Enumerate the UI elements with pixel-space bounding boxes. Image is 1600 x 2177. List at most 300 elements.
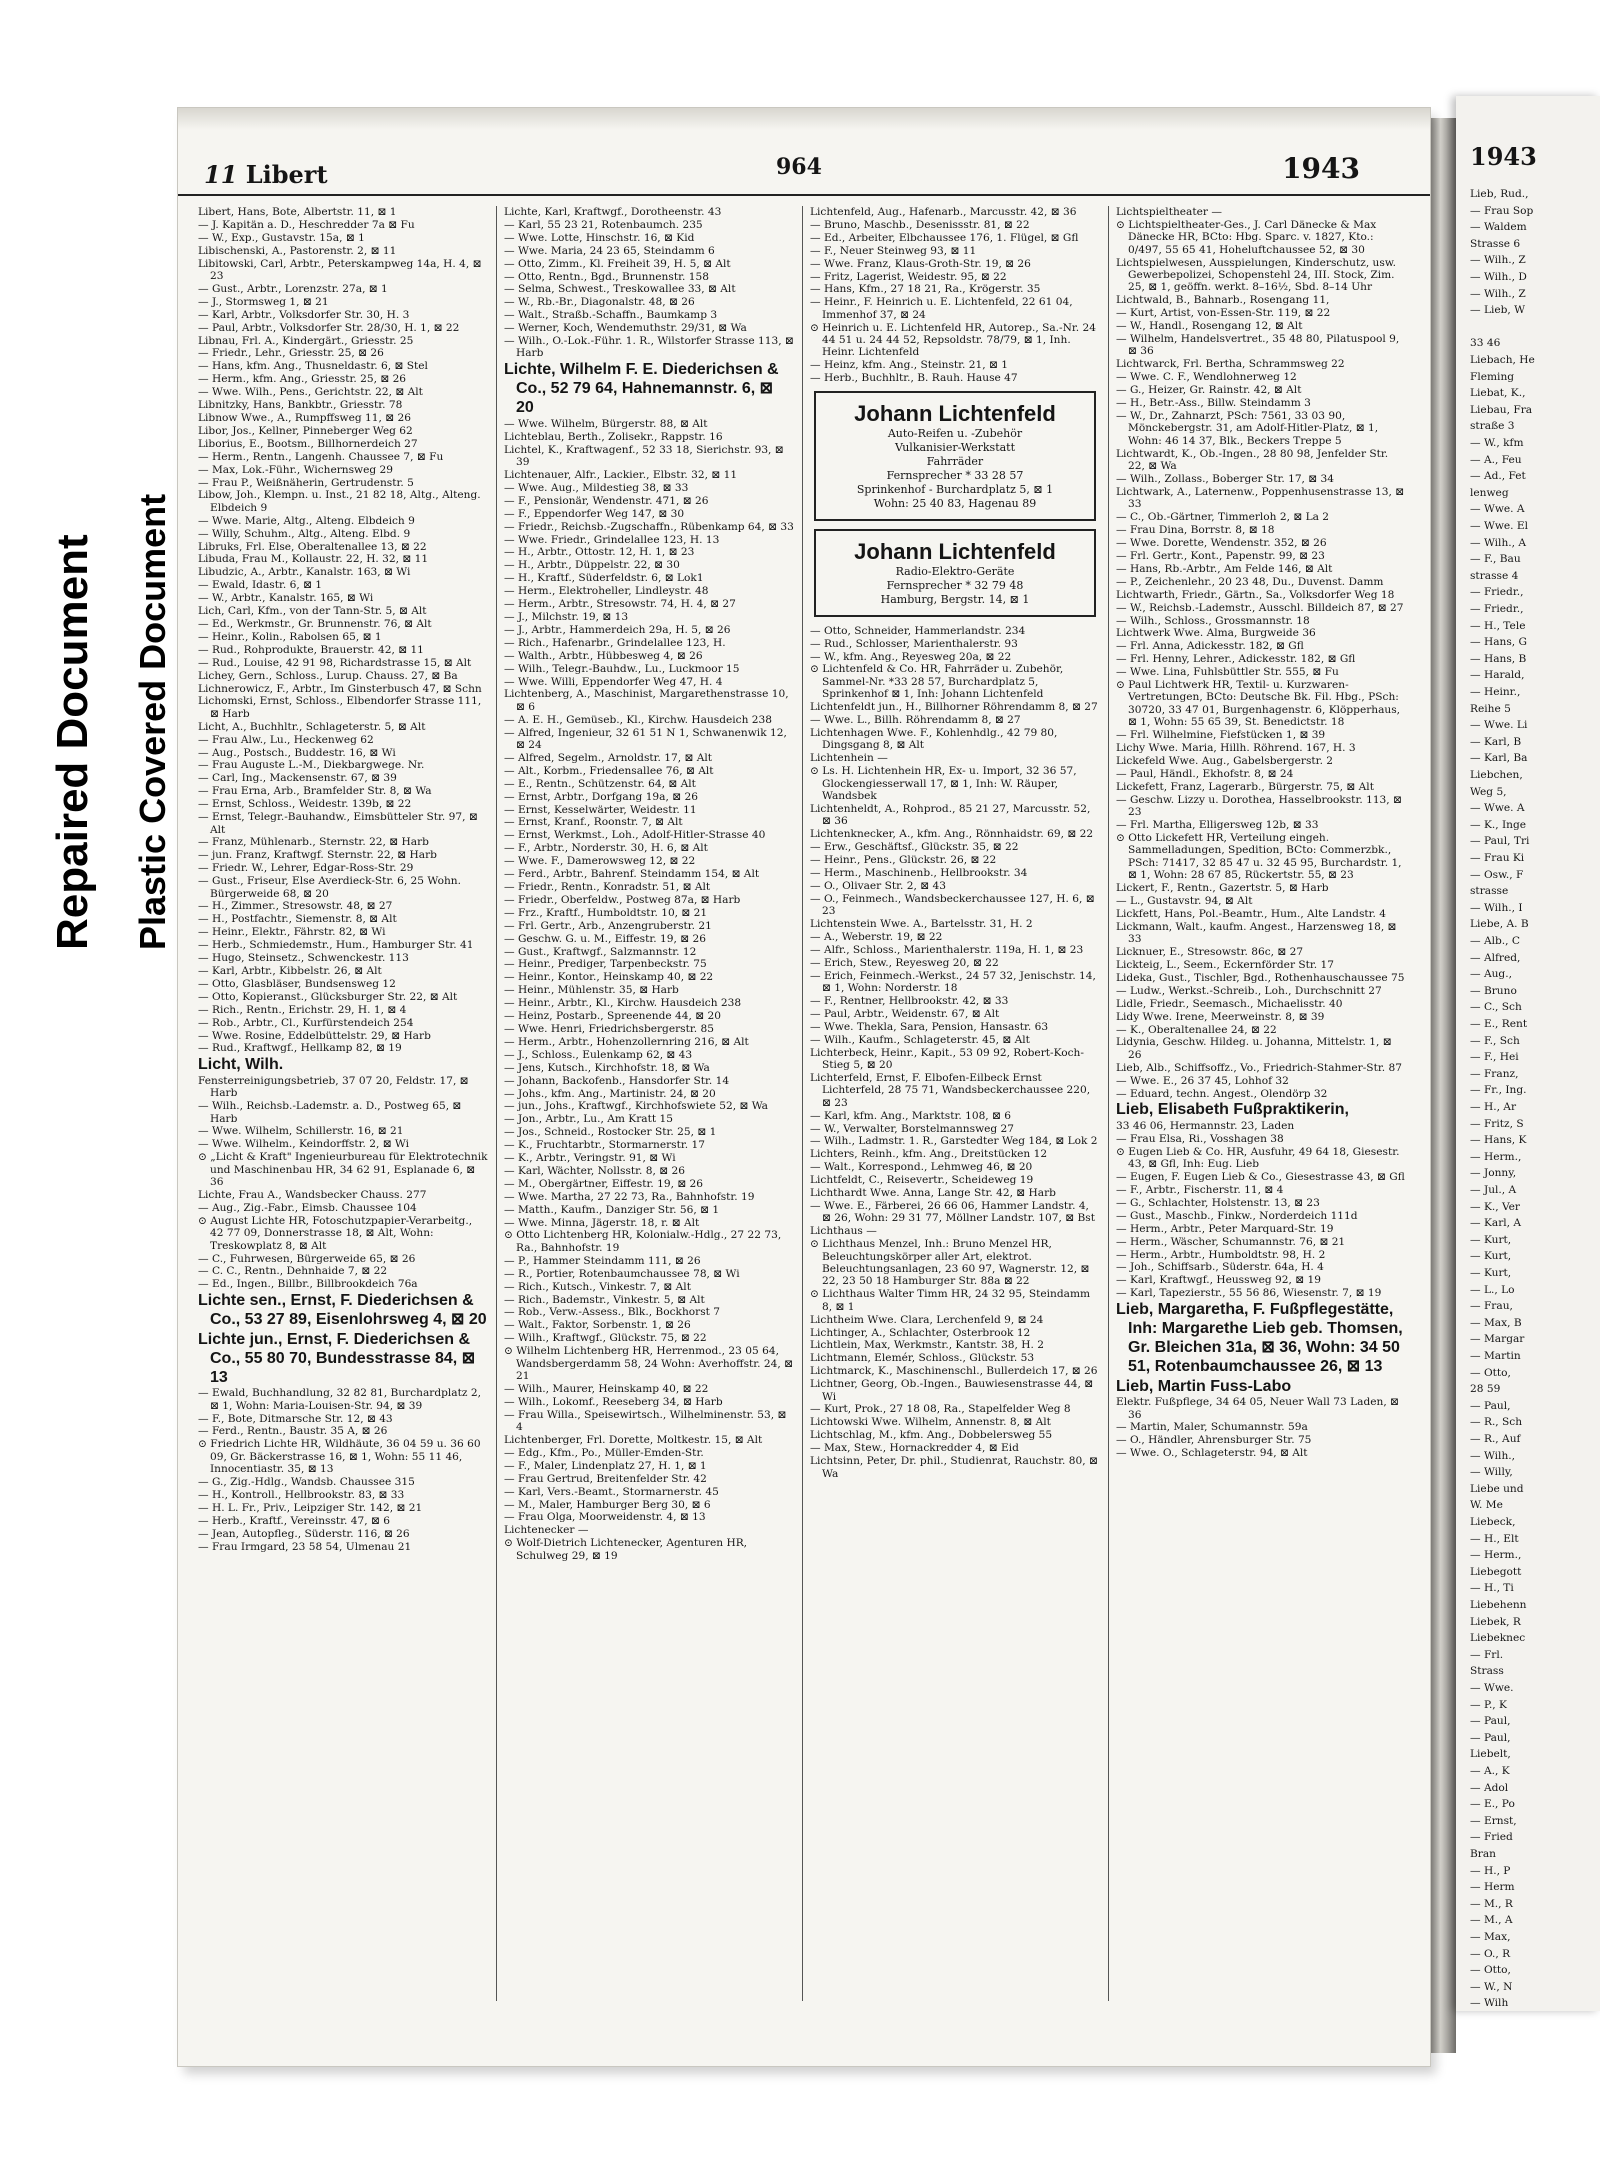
directory-entry: Lichtel, K., Kraftwagenf., 52 33 18, Sierichstr. 93, ⊠ 39 <box>504 443 784 469</box>
directory-entry: ⊙ Ls. H. Lichtenhein HR, Ex- u. Import, 32 36 57, Glockengiesserwall 17, ⊠ 1, Inh: W. Räuper, Wandsbek <box>810 765 1077 802</box>
adjacent-page-line: — Kurt, <box>1470 1233 1512 1246</box>
directory-entry: — Wilh., Zollass., Boberger Str. 17, ⊠ 34 <box>1116 473 1335 486</box>
adjacent-page-line: — W., kfm <box>1470 437 1524 449</box>
directory-entry: — Carl, Ing., Mackensenstr. 67, ⊠ 39 <box>198 772 397 785</box>
adjacent-page-line: — Waldem <box>1470 221 1527 234</box>
adjacent-page-line: Liebach, He <box>1470 354 1535 366</box>
adjacent-page-line: — Fried <box>1470 1831 1513 1844</box>
directory-entry: — Karl, kfm. Ang., Marktstr. 108, ⊠ 6 <box>810 1109 1012 1122</box>
adjacent-page-line: — R., Sch <box>1470 1416 1523 1429</box>
adjacent-page-line: Weg 5, <box>1470 785 1507 798</box>
directory-entry: — O., Olivaer Str. 2, ⊠ 43 <box>810 879 946 892</box>
adjacent-page-line: — P., K <box>1470 1698 1507 1711</box>
side-labels <box>28 430 173 990</box>
directory-entry: Lichtlein, Max, Werkmstr., Kantstr. 38, H. 2 <box>810 1339 1044 1352</box>
directory-entry: — Otto, Schneider, Hammerlandstr. 234 <box>810 624 1026 637</box>
directory-entry: Lieb, Martin Fuss-Labo <box>1116 1377 1292 1395</box>
directory-entry: — Frl. Martha, Elligersweg 12b, ⊠ 33 <box>1116 819 1319 831</box>
directory-entry: ⊙ Wilhelm Lichtenberg HR, Herrenmod., 23 05 64, Wandsbergerdamm 58, 24 Wohn: Averhoffstr. 24, ⊠ 21 <box>504 1345 793 1382</box>
directory-entry: ⊙ Friedrich Lichte HR, Wildhäute, 36 04 59 u. 36 60 09, Gr. Bäckerstrasse 16, ⊠ 1, Wohn: 55 11 46, Innocentiastr. 35, ⊠ 13 <box>198 1438 481 1476</box>
directory-entry: Lichterbeck, Heinr., Kapit., 53 09 92, Robert-Koch-Stieg 5, ⊠ 20 <box>810 1046 1084 1071</box>
directory-entry: — Johann, Backofenb., Hansdorfer Str. 14 <box>504 1074 730 1087</box>
directory-entry: — O., Händler, Ahrensburger Str. 75 <box>1116 1434 1312 1447</box>
directory-entry: — Friedr. W., Lehrer, Edgar-Ross-Str. 29 <box>198 862 414 875</box>
directory-entry: — F., Pensionär, Wendenstr. 471, ⊠ 26 <box>504 494 709 507</box>
directory-entry: — Wilh., Kaufm., Schlageterstr. 45, ⊠ Alt <box>810 1033 1030 1046</box>
directory-entry: ⊙ Wolf-Dietrich Lichtenecker, Agenturen HR, Schulweg 29, ⊠ 19 <box>504 1537 748 1562</box>
directory-entry: Lichtwardt, K., Ob.-Ingen., 28 80 98, Jenfelder Str. 22, ⊠ Wa <box>1116 447 1389 473</box>
directory-entry: — Heinr., Mühlenstr. 35, ⊠ Harb <box>504 984 679 997</box>
directory-entry: — Wwe. O., Schlageterstr. 94, ⊠ Alt <box>1116 1447 1308 1460</box>
directory-entry: ⊙ Lichthaus Walter Timm HR, 24 32 95, Steindamm 8, ⊠ 1 <box>810 1288 1091 1313</box>
directory-entry: Lichte, Frau A., Wandsbecker Chauss. 277 <box>198 1188 427 1201</box>
directory-entry: — Frl. Henny, Lehrer., Adickesstr. 182, ⊠ Gfl <box>1116 653 1356 666</box>
adjacent-page-line: strasse <box>1470 885 1509 898</box>
directory-entry: — Herm., Arbtr., Peter Marquard-Str. 19 <box>1116 1222 1334 1235</box>
directory-entry: — Frau Alw., Lu., Heckenweg 62 <box>198 733 374 746</box>
directory-entry: — Ernst, Werkmst., Loh., Adolf-Hitler-Strasse 40 <box>504 829 766 842</box>
directory-entry: 33 46 06, Hermannstr. 23, Laden <box>1116 1119 1295 1132</box>
directory-entry: — Ernst, Schloss., Weidestr. 139b, ⊠ 22 <box>198 798 412 811</box>
directory-entry: — Wilh., O.-Lok.-Führ. 1. R., Wilstorfer Strasse 113, ⊠ Harb <box>504 335 794 360</box>
directory-entry: — Rud., Louise, 42 91 98, Richardstrasse 15, ⊠ Alt <box>198 656 472 669</box>
directory-entry: — G., Schlachter, Holstenstr. 13, ⊠ 23 <box>1116 1196 1320 1209</box>
directory-entry: — H., Arbtr., Düppelstr. 22, ⊠ 30 <box>504 559 680 572</box>
directory-entry: Lichtner, Georg, Ob.-Ingen., Bauwiesenstrasse 44, ⊠ Wi <box>810 1378 1094 1403</box>
header-year: 1943 <box>1282 152 1360 185</box>
directory-entry: — Paul, Arbtr., Weidenstr. 67, ⊠ Alt <box>810 1007 1000 1020</box>
adjacent-page-line: — W., N <box>1470 1980 1513 1993</box>
column-4 <box>1116 206 1406 2001</box>
directory-entry: — Frau Gertrud, Breitenfelder Str. 42 <box>504 1472 707 1485</box>
directory-entry: Lichtowski Wwe. Wilhelm, Annenstr. 8, ⊠ Alt <box>810 1416 1051 1429</box>
directory-entry: Libischenski, A., Pastorenstr. 2, ⊠ 11 <box>198 244 397 257</box>
adjacent-page-line: Lieb, Rud., <box>1470 188 1529 200</box>
directory-entry: — Ernst, Telegr.-Bauhandw., Eimsbütteler Str. 97, ⊠ Alt <box>198 811 478 836</box>
adjacent-page-line: — Alfred, <box>1470 951 1521 964</box>
adjacent-page-line: — Wilh., Z <box>1470 287 1526 300</box>
directory-entry: — jun., Johs., Kraftwgf., Kirchhofswiete 52, ⊠ Wa <box>504 1100 768 1113</box>
directory-entry: — Wwe. L., Billh. Röhrendamm 8, ⊠ 27 <box>810 714 1021 727</box>
ad-line: Fahrräder <box>926 454 984 468</box>
directory-entry: — Eduard, techn. Angest., Olendörp 32 <box>1116 1087 1328 1100</box>
directory-entry: Libert, Hans, Bote, Albertstr. 11, ⊠ 1 <box>198 206 397 218</box>
directory-entry: — Alfred, Ingenieur, 32 61 51 N 1, Schwanenwik 12, ⊠ 24 <box>504 726 787 752</box>
header-name: Libert <box>245 160 328 189</box>
directory-entry: — L., Gustavstr. 94, ⊠ Alt <box>1116 894 1253 907</box>
directory-entry: Libow, Joh., Klempn. u. Inst., 21 82 18, Altg., Alteng. Elbdeich 9 <box>198 489 481 514</box>
adjacent-page-line: — Frau, <box>1470 1300 1513 1313</box>
directory-entry: — Jon., Arbtr., Lu., Am Kratt 15 <box>504 1113 673 1126</box>
directory-entry: — F., Eppendorfer Weg 147, ⊠ 30 <box>504 507 685 520</box>
directory-entry: — Alfred, Segelm., Arnoldstr. 17, ⊠ Alt <box>504 751 713 764</box>
directory-entry: — O., Feinmech., Wandsbeckerchaussee 127, H. 6, ⊠ 23 <box>810 892 1095 918</box>
directory-entry: Lichtenstein Wwe. A., Bartelsstr. 31, H. 2 <box>810 918 1033 931</box>
adjacent-page-line: — Paul, <box>1470 1715 1511 1728</box>
ad-line: Fernsprecher * 32 79 48 <box>886 578 1024 592</box>
column-1 <box>198 206 488 2001</box>
adjacent-page-line: Liebat, K., <box>1470 387 1526 400</box>
directory-entry: — Friedr., Rentn., Konradstr. 51, ⊠ Alt <box>504 881 711 893</box>
directory-entry: — Herm., Arbtr., Stresowstr. 74, H. 4, ⊠ 27 <box>504 598 736 611</box>
directory-entry: Lichtenhagen Wwe. F., Kohlenhdlg., 42 79 80, Dingsgang 8, ⊠ Alt <box>810 726 1058 752</box>
directory-entry: — Herb., Kraftf., Vereinsstr. 47, ⊠ 6 <box>198 1514 390 1527</box>
directory-entry: — Ed., Ingen., Billbr., Billbrookdeich 76a <box>198 1278 418 1291</box>
directory-entry: Lichey, Gern., Schloss., Lurup. Chauss. 27, ⊠ Ba <box>198 669 458 682</box>
directory-entry: — Herm., Elektroheller, Lindleystr. 48 <box>504 585 709 598</box>
adjacent-page-line: — Karl, Ba <box>1470 752 1528 765</box>
column-3 <box>810 206 1100 2001</box>
directory-entry: — Alt., Korbm., Friedensallee 76, ⊠ Alt <box>504 764 714 777</box>
directory-entry: — K., Fruchtarbtr., Stormarnerstr. 17 <box>504 1139 705 1152</box>
directory-entry: Lieb, Margaretha, F. Fußpflegestätte, Inh: Margarethe Lieb geb. Thomsen, Gr. Bleichen 31a, ⊠ 36, Wohn: 34 50 51, Rotenbaumchaussee 26, ⊠ 13 <box>1116 1301 1403 1376</box>
directory-entry: — Wwe. Wilh., Pens., Gerichtstr. 22, ⊠ Alt <box>198 386 423 399</box>
directory-entry: — F., Arbtr., Norderstr. 30, H. 6, ⊠ Alt <box>504 842 708 855</box>
adjacent-page-line: — F., Bau <box>1470 553 1521 566</box>
directory-entry: — Herm., Arbtr., Humboldtstr. 98, H. 2 <box>1116 1248 1326 1261</box>
adjacent-page-line: — Herm., <box>1470 1150 1522 1163</box>
directory-entry: — Ewald, Idastr. 6, ⊠ 1 <box>198 579 323 592</box>
adjacent-page-line: Strasse 6 <box>1470 237 1521 250</box>
directory-entry: — Wwe. Franz, Klaus-Groth-Str. 19, ⊠ 26 <box>810 257 1031 270</box>
directory-entry: — Otto, Rentn., Bgd., Brunnenstr. 158 <box>504 270 709 283</box>
directory-entry: — Wilh., Schloss., Grossmannstr. 18 <box>1116 614 1310 627</box>
adjacent-page-line: — Adol <box>1470 1781 1509 1794</box>
directory-entry: — H. L. Fr., Priv., Leipziger Str. 142, ⊠ 21 <box>198 1501 423 1514</box>
directory-entry: Lidle, Friedr., Seemasch., Michaelisstr. 40 <box>1116 997 1343 1010</box>
adjacent-page-line: — Harald, <box>1470 669 1525 682</box>
directory-entry: — Wwe. Willi, Eppendorfer Weg 47, H. 4 <box>504 675 723 688</box>
directory-entry: — Max, Stew., Hornackredder 4, ⊠ Eid <box>810 1442 1019 1455</box>
directory-entry: — Ed., Arbeiter, Elbchaussee 176, 1. Flügel, ⊠ Gfl <box>810 231 1079 244</box>
adjacent-page-line: — Karl, B <box>1470 735 1522 748</box>
directory-entry: — Ludw., Werkst.-Schreib., Loh., Durchschnitt 27 <box>1116 984 1382 997</box>
ad-line: Auto-Reifen u. -Zubehör <box>887 426 1023 440</box>
directory-entry: — Selma, Schwest., Treskowallee 33, ⊠ Alt <box>504 283 736 296</box>
directory-entry: Lichtschlag, M., kfm. Ang., Dobbelersweg 55 <box>810 1429 1053 1442</box>
adjacent-page-line: — Kurt, <box>1470 1250 1512 1263</box>
directory-entry: — J., Arbtr., Hammerdeich 29a, H. 5, ⊠ 26 <box>504 623 731 636</box>
directory-entry: — Frau P., Weißnäherin, Gertrudenstr. 5 <box>198 476 414 489</box>
directory-entry: — Johs., kfm. Ang., Martinistr. 24, ⊠ 20 <box>504 1087 716 1100</box>
adjacent-page-line: — H., P <box>1470 1864 1511 1877</box>
adjacent-page-line: — A., K <box>1470 1765 1510 1777</box>
adjacent-page-line: — H., Ar <box>1470 1101 1517 1113</box>
directory-entry: Lichtenberg, A., Maschinist, Margarethenstrasse 10, ⊠ 6 <box>504 688 789 713</box>
directory-entry: — A. E. H., Gemüseb., Kl., Kirchw. Hausdeich 238 <box>504 713 773 726</box>
directory-entry: ⊙ „Licht & Kraft" Ingenieurbureau für Elektrotechnik und Maschinenbau HR, 34 62 91, Esplanade 6, ⊠ 36 <box>198 1151 488 1189</box>
page-top-edge <box>178 108 1430 130</box>
directory-entry: — Frl. Gertr., Kont., Papenstr. 99, ⊠ 23 <box>1116 549 1325 562</box>
directory-entry: Lideka, Gust., Tischler, Bgd., Rothenhauschaussee 75 <box>1116 971 1405 984</box>
directory-entry: — Wwe. Lina, Fuhlsbüttler Str. 555, ⊠ Fu <box>1116 666 1339 679</box>
directory-entry: ⊙ Otto Lickefett HR, Verteilung eingeh. Sammelladungen, Spedition, BCto: Commerzbk., PSch: 71417, 32 85 47 u. 32 45 95, Burchardstr. 1, ⊠ 1, Wohn: 28 67 85, Rückertstr. 55, ⊠ 23 <box>1116 831 1402 882</box>
directory-entry: — Walt., Faktor, Sorbenstr. 1, ⊠ 26 <box>504 1319 691 1332</box>
directory-entry: Lichte jun., Ernst, F. Diederichsen & Co., 55 80 70, Bundesstrasse 84, ⊠ 13 <box>198 1330 476 1386</box>
directory-entry: — Frau Dina, Borrstr. 8, ⊠ 18 <box>1116 524 1275 537</box>
directory-entry: — Wwe. Wilhelm., Keindorffstr. 2, ⊠ Wi <box>198 1138 410 1151</box>
directory-entry: — Wilh., Kraftwgf., Glückstr. 75, ⊠ 22 <box>504 1332 707 1345</box>
adjacent-page-line: — Paul, Tri <box>1470 835 1530 848</box>
adjacent-page-line: Reihe 5 <box>1470 702 1511 715</box>
directory-entry: — Wwe. Henri, Friedrichsbergerstr. 85 <box>504 1022 714 1035</box>
ad-line: Radio-Elektro-Geräte <box>895 564 1015 578</box>
ad-title: Johann Lichtenfeld <box>854 400 1056 426</box>
directory-entry: Lichthardt Wwe. Anna, Lange Str. 42, ⊠ Harb <box>810 1187 1056 1200</box>
header-guide <box>204 160 328 189</box>
adjacent-page-line: — Otto, <box>1470 1964 1511 1977</box>
directory-entry: Lichnerowicz, F., Arbtr., Im Ginsterbusch 47, ⊠ Schn <box>198 682 482 695</box>
directory-entry: — Herm., Rentn., Langenh. Chaussee 7, ⊠ Fu <box>198 450 444 463</box>
directory-entry: Lichomski, Ernst, Schloss., Elbendorfer Strasse 111, ⊠ Harb <box>198 695 482 720</box>
directory-entry: — Otto, Glasbläser, Bundsensweg 12 <box>198 977 396 990</box>
adjacent-page-line: Liebau, Fra <box>1470 403 1533 416</box>
directory-entry: — Rich., Kutsch., Vinkestr. 7, ⊠ Alt <box>504 1280 691 1293</box>
directory-entry: ⊙ Lichthaus Menzel, Inh.: Bruno Menzel HR, Beleuchtungskörper aller Art, elektrot. Beleuchtungsanlagen, 23 60 97, Wagnerstr. 12, ⊠ 22, 23 50 18 Hamburger Str. 88a ⊠ 22 <box>810 1238 1090 1288</box>
directory-entry: — Wwe. F., Damerowsweg 12, ⊠ 22 <box>504 855 696 868</box>
directory-entry: Lichteblau, Berth., Zolisekr., Rappstr. 16 <box>504 430 723 443</box>
directory-entry: — Kurt, Artist, von-Essen-Str. 119, ⊠ 22 <box>1116 307 1331 320</box>
directory-entry: — Karl, Wächter, Nollsstr. 8, ⊠ 26 <box>504 1164 685 1177</box>
directory-entry: — J., Stormsweg 1, ⊠ 21 <box>198 295 329 308</box>
adjacent-page-line: — Hans, K <box>1470 1134 1527 1147</box>
directory-entry: — Herm., kfm. Ang., Griesstr. 25, ⊠ 26 <box>198 373 407 386</box>
directory-entry: — Aug., Postsch., Buddestr. 16, ⊠ Wi <box>198 746 396 759</box>
directory-page <box>178 108 1430 2066</box>
directory-entry: — Jens, Kutsch., Kirchhofstr. 18, ⊠ Wa <box>504 1061 710 1074</box>
directory-entry: — Rud., Kraftwgf., Hellkamp 82, ⊠ 19 <box>198 1042 402 1055</box>
directory-entry: — W., kfm. Ang., Reyesweg 20a, ⊠ 22 <box>810 650 1012 663</box>
directory-columns <box>198 206 1410 2006</box>
directory-entry: Lichtwarck, Frl. Bertha, Schrammsweg 22 <box>1116 358 1345 371</box>
adjacent-page-line: — Willy, <box>1470 1466 1513 1479</box>
adjacent-page-line: — M., R <box>1470 1897 1513 1910</box>
directory-entry: — J., Milchstr. 19, ⊠ 13 <box>504 610 629 623</box>
directory-entry: — Frl. Anna, Adickesstr. 182, ⊠ Gfl <box>1116 640 1304 653</box>
adjacent-page-line: straße 3 <box>1470 420 1515 433</box>
directory-entry: — C., Ob.-Gärtner, Timmerloh 2, ⊠ La 2 <box>1116 511 1330 524</box>
adjacent-page-line: Liebehenn <box>1470 1599 1527 1611</box>
directory-entry: — Wilhelm, Handelsvertret., 35 48 80, Pilatuspool 9, ⊠ 36 <box>1116 333 1400 358</box>
directory-entry: Lichtenberger, Frl. Dorette, Moltkestr. 15, ⊠ Alt <box>504 1433 763 1446</box>
directory-entry: — Rud., Schlosser, Marienthalerstr. 93 <box>810 637 1018 650</box>
adjacent-page-line: — F., Hei <box>1470 1051 1519 1064</box>
adjacent-page-line: — Lieb, W <box>1470 304 1526 317</box>
directory-entry: — Friedr., Oberfeldw., Postweg 87a, ⊠ Harb <box>504 893 741 906</box>
directory-entry: Lichtinger, A., Schlachter, Osterbrook 12 <box>810 1326 1031 1339</box>
adjacent-page-line: — Franz, <box>1470 1067 1519 1080</box>
directory-entry: — F., Maler, Lindenplatz 27, H. 1, ⊠ 1 <box>504 1459 707 1472</box>
adjacent-page-line: — Karl, A <box>1470 1217 1522 1230</box>
directory-entry: — Paul, Händl., Ekhofstr. 8, ⊠ 24 <box>1116 767 1294 780</box>
directory-entry: — Wwe. Lotte, Hinschstr. 16, ⊠ Kid <box>504 231 695 244</box>
directory-entry: — Heinr., Pens., Glückstr. 26, ⊠ 22 <box>810 854 997 866</box>
directory-entry: Fensterreinigungsbetrieb, 37 07 20, Feldstr. 17, ⊠ Harb <box>198 1074 469 1100</box>
directory-entry: — F., Neuer Steinweg 93, ⊠ 11 <box>810 244 977 257</box>
directory-entry: — Ernst, Kesselwärter, Weidestr. 11 <box>504 803 697 816</box>
adjacent-page-line: — Kurt, <box>1470 1267 1512 1279</box>
directory-entry: — Otto, Zimm., Kl. Freiheit 39, H. 5, ⊠ Alt <box>504 257 731 270</box>
directory-entry: — F., Bote, Ditmarsche Str. 12, ⊠ 43 <box>198 1412 393 1425</box>
adjacent-page-line: — K., Inge <box>1470 818 1527 831</box>
directory-entry: — Otto, Kopieranst., Glücksburger Str. 22, ⊠ Alt <box>198 990 458 1003</box>
directory-entry: Lichte, Karl, Kraftwgf., Dorotheenstr. 43 <box>504 206 722 218</box>
directory-entry: Licknuer, E., Stresowstr. 86c, ⊠ 27 <box>1116 946 1304 959</box>
directory-entry: ⊙ Eugen Lieb & Co. HR, Ausfuhr, 49 64 18, Giesestr. 43, ⊠ Gfl, Inh: Eug. Lieb <box>1116 1145 1400 1171</box>
directory-entry: Lichtmann, Elemér, Schloss., Glückstr. 53 <box>810 1352 1035 1365</box>
directory-entry: Lickmann, Walt., kaufm. Angest., Harzensweg 18, ⊠ 33 <box>1116 920 1397 946</box>
directory-entry: — Hans, Kfm., 27 18 21, Ra., Krögerstr. 35 <box>810 283 1041 296</box>
directory-entry: — Frl. Wilhelmine, Fiefstücken 1, ⊠ 39 <box>1116 729 1326 742</box>
directory-entry: — C. C., Rentn., Dehnhaide 7, ⊠ 22 <box>198 1265 388 1278</box>
adjacent-page-line: Liebe, A. B <box>1470 918 1529 931</box>
directory-entry: — Heinr., Arbtr., Kl., Kirchw. Hausdeich 238 <box>504 997 742 1010</box>
directory-entry: Lichtwald, B., Bahnarb., Rosengang 11, <box>1116 294 1330 307</box>
directory-entry: — Hugo, Steinsetz., Schwenckestr. 113 <box>198 952 409 965</box>
directory-entry: — R., Portier, Rotenbaumchaussee 78, ⊠ Wi <box>504 1267 740 1280</box>
directory-entry: — Frz., Kraftf., Humboldtstr. 10, ⊠ 21 <box>504 906 708 919</box>
directory-entry: — G., Zig.-Hdlg., Wandsb. Chaussee 315 <box>198 1476 415 1489</box>
directory-entry: — P., Zeichenlehr., 20 23 48, Du., Duvenst. Damm <box>1116 575 1384 588</box>
directory-entry: — K., Arbtr., Veringstr. 91, ⊠ Wi <box>504 1152 676 1165</box>
adjacent-page-line: — R., Auf <box>1470 1433 1521 1445</box>
ad-line: Vulkanisier-Werkstatt <box>894 440 1016 454</box>
repaired-document-label: Repaired Document <box>48 534 97 950</box>
directory-entry: — H., Kraftf., Süderfeldstr. 6, ⊠ Lok1 <box>504 572 704 585</box>
directory-entry: Lichtspieltheater — <box>1116 206 1222 218</box>
directory-entry: Licht, A., Buchhltr., Schlageterstr. 5, ⊠ Alt <box>198 720 426 733</box>
adjacent-page-line: — E., Po <box>1470 1798 1515 1811</box>
directory-entry: — Rob., Verw.-Assess., Blk., Bockhorst 7 <box>504 1306 721 1319</box>
directory-entry: ⊙ Otto Lichtenberg HR, Kolonialw.-Hdlg., 27 22 73, Ra., Bahnhofstr. 19 <box>504 1229 782 1254</box>
directory-entry: Lichte sen., Ernst, F. Diederichsen & Co., 53 27 89, Eisenlohrsweg 4, ⊠ 20 <box>198 1292 487 1329</box>
directory-entry: — W., Handl., Rosengang 12, ⊠ Alt <box>1116 320 1303 333</box>
directory-entry: Lichtenheldt, A., Rohprod., 85 21 27, Marcusstr. 52, ⊠ 36 <box>810 802 1091 828</box>
adjacent-page-line: — L., Lo <box>1470 1283 1515 1296</box>
adjacent-page-line: — Wwe. El <box>1470 520 1529 532</box>
adjacent-page-line: — Wilh., <box>1470 1449 1515 1462</box>
directory-entry: — M., Maler, Hamburger Berg 30, ⊠ 6 <box>504 1498 711 1511</box>
directory-entry: Lichtwerk Wwe. Alma, Burgweide 36 <box>1116 627 1316 640</box>
directory-entry: Lichtspielwesen, Ausspielungen, Kinderschutz, usw. Gewerbepolizei, Schopenstehl 24, III. Stock, Zim. 25, ⊠ 1, geöffn. werkt. 8–16½, Sbd. 8–14 Uhr <box>1116 256 1396 294</box>
directory-entry: — Geschw. Lizzy u. Dorothea, Hasselbrookstr. 113, ⊠ 23 <box>1116 793 1402 819</box>
directory-entry: — H., Betr.-Ass., Billw. Steindamm 3 <box>1116 397 1311 410</box>
adjacent-page-line: — Wilh., A <box>1470 536 1527 549</box>
directory-entry: Lickefett, Franz, Lagerarb., Bürgerstr. 75, ⊠ Alt <box>1116 780 1374 793</box>
directory-entry: Libitowski, Carl, Arbtr., Peterskampweg 14a, H. 4, ⊠ 23 <box>198 257 482 283</box>
directory-entry: — Erich, Stew., Reyesweg 20, ⊠ 22 <box>810 956 999 969</box>
adjacent-page-line: — Martin <box>1470 1350 1521 1362</box>
directory-entry: — Gust., Kraftwgf., Salzmannstr. 12 <box>504 945 697 958</box>
directory-entry: — Karl, 55 23 21, Rotenbaumch. 235 <box>504 218 703 231</box>
directory-entry: — H., Kontroll., Hellbrookstr. 83, ⊠ 33 <box>198 1488 405 1501</box>
adjacent-page-line: Liebelt, <box>1470 1748 1511 1761</box>
adjacent-page-line: — Alb., C <box>1470 935 1520 947</box>
directory-entry: — W., Reichsb.-Lademstr., Ausschl. Billdeich 87, ⊠ 27 <box>1116 601 1404 614</box>
adjacent-page-line: — Wwe. Li <box>1470 719 1528 732</box>
directory-entry: — Gust., Arbtr., Lorenzstr. 27a, ⊠ 1 <box>198 282 388 295</box>
directory-entry: — Heinr., Kontor., Heinskamp 40, ⊠ 22 <box>504 971 714 984</box>
directory-entry: — Herm., Maschinenb., Hellbrookstr. 34 <box>810 866 1028 879</box>
directory-entry: — Joh., Schiffsarb., Süderstr. 64a, H. 4 <box>1116 1261 1324 1274</box>
directory-entry: — Ernst, Arbtr., Dorfgang 19a, ⊠ 26 <box>504 790 698 803</box>
directory-entry: — Wwe. Thekla, Sara, Pension, Hansastr. 63 <box>810 1020 1049 1033</box>
directory-entry: — J., Schloss., Eulenkamp 62, ⊠ 43 <box>504 1048 693 1061</box>
adjacent-page-line: — Max, B <box>1470 1316 1522 1329</box>
directory-entry: Lichtenfeldt jun., H., Billhorner Röhrendamm 8, ⊠ 27 <box>810 701 1098 714</box>
directory-entry: — Wilh., Telegr.-Bauhdw., Lu., Luckmoor 15 <box>504 662 740 675</box>
directory-entry: — Wwe. Friedr., Grindelallee 123, H. 13 <box>504 533 720 546</box>
directory-entry: Lickefeld Wwe. Aug., Gabelsbergerstr. 2 <box>1116 754 1334 767</box>
directory-entry: — Heinr., Elektr., Fährstr. 82, ⊠ Wi <box>198 926 386 939</box>
adjacent-page-line: — Fr., Ing. <box>1470 1084 1527 1097</box>
directory-entry: — Frau Erna, Arb., Bramfelder Str. 8, ⊠ Wa <box>198 785 432 798</box>
directory-entry: — Wwe. Maria, 24 23 65, Steindamm 6 <box>504 244 715 257</box>
directory-entry: ⊙ August Lichte HR, Fotoschutzpapier-Verarbeitg., 42 77 09, Donnerstrasse 18, ⊠ Alt, Wohn: Treskowplatz 8, ⊠ Alt <box>198 1214 473 1252</box>
ad-line: Fernsprecher * 33 28 57 <box>886 468 1024 482</box>
directory-entry: ⊙ Lichtspieltheater-Ges., J. Carl Dänecke & Max Dänecke HR, BCto: Hbg. Sparc. v. 1827, Kto.: 0/497, 55 65 41, Hoheluftchaussee 52, ⊠ 30 <box>1116 218 1377 256</box>
adjacent-page-line: — Frau Sop <box>1470 204 1534 217</box>
adjacent-page-line: — Frau Ki <box>1470 852 1525 864</box>
directory-entry: — Karl, Vers.-Beamt., Stormarnerstr. 45 <box>504 1485 719 1498</box>
directory-entry: — Karl, Arbtr., Kibbelstr. 26, ⊠ Alt <box>198 964 382 977</box>
directory-entry: Lichtenauer, Alfr., Lackier., Elbstr. 32, ⊠ 11 <box>504 469 738 481</box>
directory-entry: — Werner, Koch, Wendemuthstr. 29/31, ⊠ Wa <box>504 322 747 335</box>
adjacent-page-line: — A., Feu <box>1470 453 1522 466</box>
adjacent-page-line: — Fritz, S <box>1470 1117 1524 1130</box>
directory-entry: — Wwe. C. F., Wendlohnerweg 12 <box>1116 371 1297 384</box>
directory-entry: — Wwe. E., 26 37 45, Lohhof 32 <box>1116 1074 1289 1087</box>
directory-entry: — Heinr., F. Heinrich u. E. Lichtenfeld, 22 61 04, Immenhof 37, ⊠ 24 <box>810 296 1073 321</box>
adjacent-page-line: W. Me <box>1470 1499 1503 1512</box>
directory-entry: — F., Rentner, Hellbrookstr. 42, ⊠ 33 <box>810 994 1009 1007</box>
adjacent-page-line: — M., A <box>1470 1914 1513 1927</box>
directory-entry: — Gust., Friseur, Else Averdieck-Str. 6, 25 Wohn. Bürgerweide 68, ⊠ 20 <box>198 875 461 900</box>
adjacent-page-line: Bran <box>1470 1848 1496 1860</box>
directory-entry: — Max, Lok.-Führ., Wichernsweg 29 <box>198 463 394 476</box>
book-fold <box>1430 118 1456 2053</box>
directory-entry: Libruks, Frl. Else, Oberaltenallee 13, ⊠ 22 <box>198 540 427 553</box>
header-prefix: 11 <box>204 160 238 189</box>
adjacent-page-line: Liebeknec <box>1470 1632 1526 1645</box>
directory-entry: — Heinr., Kolin., Rabolsen 65, ⊠ 1 <box>198 630 382 643</box>
adjacent-page-line: — Wwe. A <box>1470 503 1525 516</box>
adjacent-page-line: Liebeck, <box>1470 1516 1516 1528</box>
directory-entry: — C., Fuhrwesen, Bürgerweide 65, ⊠ 26 <box>198 1252 416 1265</box>
directory-entry: ⊙ Heinrich u. E. Lichtenfeld HR, Autorep., Sa.-Nr. 24 44 51 u. 24 44 52, Repsoldstr. 78/79, ⊠ 1, Inh. Heinr. Lichtenfeld <box>810 321 1096 359</box>
page-number: 964 <box>776 154 822 180</box>
adjacent-page-line: — Paul, <box>1470 1399 1511 1412</box>
directory-entry: — Friedr., Reichsb.-Zugschaffn., Rübenkamp 64, ⊠ 33 <box>504 520 794 533</box>
directory-entry: Lidynia, Geschw. Hildeg. u. Johanna, Mittelstr. 1, ⊠ 26 <box>1116 1036 1392 1061</box>
directory-entry: — Wwe. E., Färberei, 26 66 06, Hammer Landstr. 4, ⊠ 26, Wohn: 29 31 77, Möllner Landstr. 107, ⊠ Bst <box>810 1199 1095 1225</box>
adjacent-page-line: — Max, <box>1470 1931 1511 1943</box>
directory-entry: — Frau Auguste L.-M., Diekbargwege. Nr. <box>198 759 425 772</box>
directory-entry: Lichy Wwe. Maria, Hillh. Röhrend. 167, H. 3 <box>1116 742 1356 755</box>
directory-entry: — Jos., Schneid., Rostocker Str. 25, ⊠ 1 <box>504 1126 717 1139</box>
directory-entry: — J. Kapitän a. D., Heschredder 7a ⊠ Fu <box>198 218 415 231</box>
directory-entry: Lichtsinn, Peter, Dr. phil., Studienrat, Rauchstr. 80, ⊠ Wa <box>810 1455 1098 1480</box>
adjacent-page-line: Liebe und <box>1470 1482 1524 1495</box>
adjacent-page-line: — Wilh., Z <box>1470 254 1526 267</box>
directory-entry: — A., Weberstr. 19, ⊠ 22 <box>810 930 943 943</box>
directory-entry: — Ernst, Kranf., Roonstr. 7, ⊠ Alt <box>504 816 683 829</box>
directory-entry: Lichtenhein — <box>810 752 888 765</box>
directory-entry: — Herb., Schmiedemstr., Hum., Hamburger Str. 41 <box>198 939 474 952</box>
adjacent-page-line: — H., Ti <box>1470 1582 1514 1595</box>
directory-entry: — Bruno, Maschb., Desenissstr. 81, ⊠ 22 <box>810 218 1030 231</box>
adjacent-page-line: Fleming <box>1470 370 1515 383</box>
